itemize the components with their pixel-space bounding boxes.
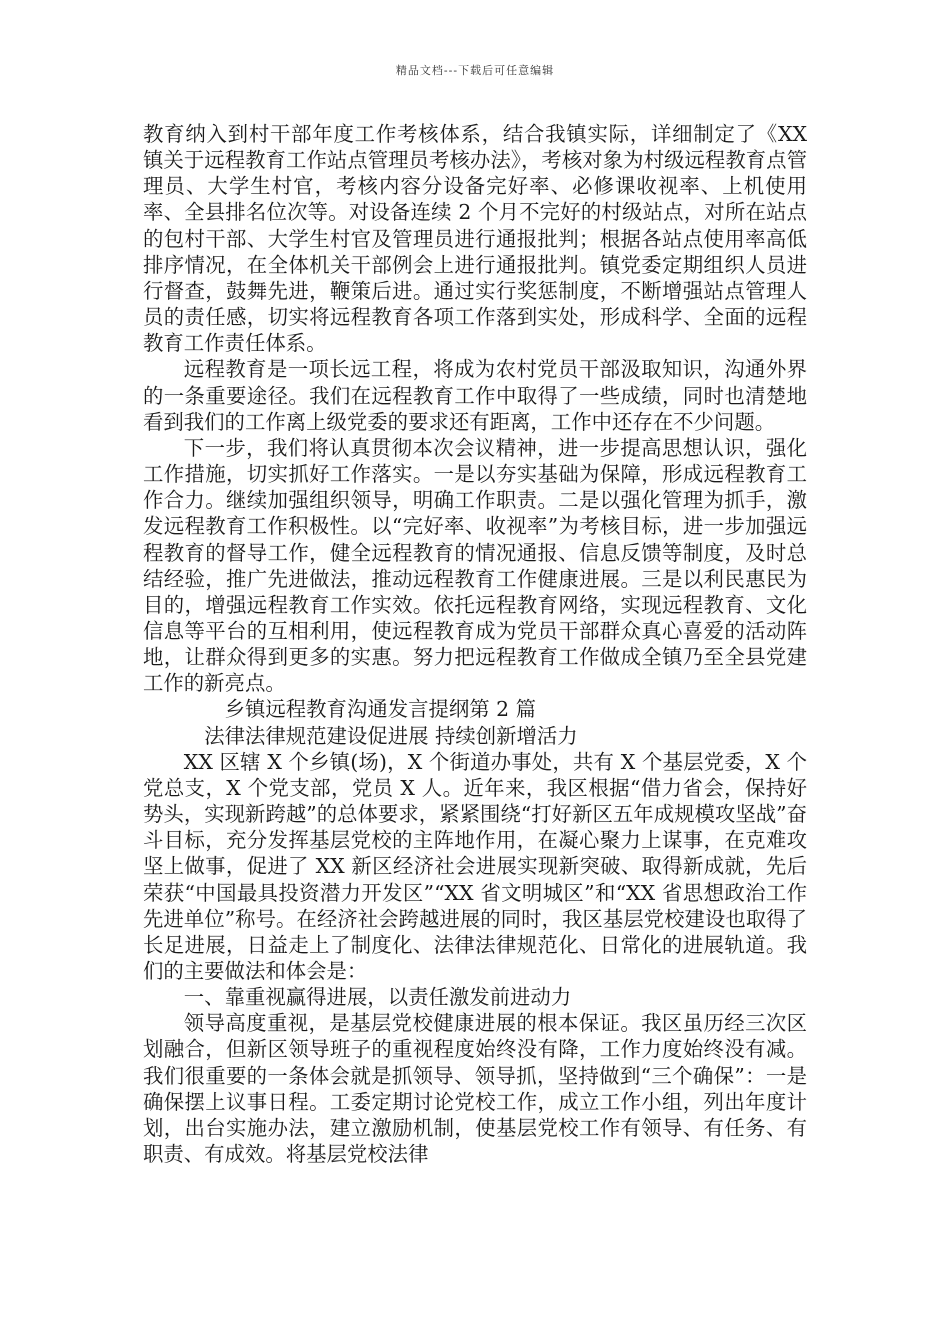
article-title: 乡镇远程教育沟通发言提纲第 2 篇 xyxy=(224,697,536,722)
page-header: 精品文档---下载后可任意编辑 xyxy=(395,64,555,77)
paragraph-continued: 教育纳入到村干部年度工作考核体系，结合我镇实际，详细制定了《XX 镇关于远程教育工作站点管理员考核办法》，考核对象为村级远程教育点管理员、大学生村官，考核内容分设备完好率、必修课收视率、上机使用率、全县排名位次等。对设备连续 2 个月不完好的村级站点，对所在站点的包村干部、大学生村官及管理员进行通报批判；根据各站点使用率高低排序情况，在全体机关干部例会上进行通报批判。镇党委定期组织人员进行督查，鼓舞先进，鞭策后进。通过实行奖惩制度，不断增强站点管理人员的责任感，切实将远程教育各项工作落到实处，形成科学、全面的远程教育工作责任体系。 xyxy=(143,122,807,356)
paragraph: XX 区辖 X 个乡镇(场)，X 个街道办事处，共有 X 个基层党委，X 个党总支，X 个党支部，党员 X 人。近年来，我区根据“借力省会，保持好势头，实现新跨越”的总体要求，紧紧围绕“打好新区五年成规模攻坚战”奋斗目标，充分发挥基层党校的主阵地作用，在凝心聚力上谋事，在克难攻坚上做事，促进了 XX 新区经济社会进展实现新突破、取得新成就，先后荣获“中国最具投资潜力开发区”“XX 省文明城区”和“XX 省思想政治工作先进单位”称号。在经济社会跨越进展的同时，我区基层党校建设也取得了长足进展，日益走上了制度化、法律法律规范化、日常化的进展轨道。我们的主要做法和体会是： xyxy=(143,749,807,983)
paragraph: 下一步，我们将认真贯彻本次会议精神，进一步提高思想认识，强化工作措施，切实抓好工作落实。一是以夯实基础为保障，形成远程教育工作合力。继续加强组织领导，明确工作职责。二是以强化管理为抓手，激发远程教育工作积极性。以“完好率、收视率”为考核目标，进一步加强远程教育的督导工作，健全远程教育的情况通报、信息反馈等制度，及时总结经验，推广先进做法，推动远程教育工作健康进展。三是以利民惠民为目的，增强远程教育工作实效。依托远程教育网络，实现远程教育、文化信息等平台的互相利用，使远程教育成为党员干部群众真心喜爱的活动阵地，让群众得到更多的实惠。努力把远程教育工作做成全镇乃至全县党建工作的新亮点。 xyxy=(143,435,807,696)
paragraph: 远程教育是一项长远工程，将成为农村党员干部汲取知识，沟通外界的一条重要途径。我们在远程教育工作中取得了一些成绩，同时也清楚地看到我们的工作离上级党委的要求还有距离，工作中还存在不少问题。 xyxy=(143,357,807,434)
section-heading: 一、靠重视赢得进展，以责任激发前进动力 xyxy=(183,985,572,1010)
article-subtitle: 法律法律规范建设促进展 持续创新增活力 xyxy=(204,723,578,748)
document-body xyxy=(143,121,807,1167)
paragraph: 领导高度重视，是基层党校健康进展的根本保证。我区虽历经三次区划融合，但新区领导班子的重视程度始终没有降，工作力度始终没有减。我们很重要的一条体会就是抓领导、领导抓，坚持做到“三个确保”：一是确保摆上议事日程。工委定期讨论党校工作，成立工作小组，列出年度计划，出台实施办法，建立激励机制，使基层党校工作有领导、有任务、有职责、有成效。将基层党校法律 xyxy=(143,1011,807,1167)
